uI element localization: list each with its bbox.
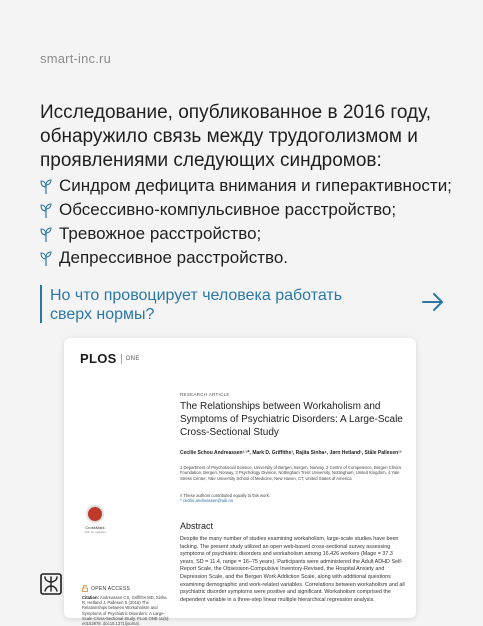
citation-label: Citation: xyxy=(82,595,99,600)
list-item-label: Обсессивно-компульсивное расстройство; xyxy=(59,200,397,219)
abstract-text: Despite the many number of studies examining workaholism, large-scale studies have been lacking. The present study utilized an open web-based cross-sectional survey assessing symptoms of psychiatric disorders and workaholism among 16,426 workers (Mage = 37.3 years, SD = 11.4, range = 16–75 years). Participants were administered the Adult ADHD Self-Report Scale, the Obsession-Compulsive Inventory-Revised, the Hospital Anxiety and Depression Scale, and the Bergen Work Addiction Scale, along with additional questions examining demographic and work-related variables. Correlations between workaholism and all psychiatric disorder symptoms were positive and significant. Workaholism comprised the dependent variable in a three-step linear multiple hierarchical regression analysis. xyxy=(180,536,405,603)
list-item xyxy=(40,222,470,246)
article-type: RESEARCH ARTICLE xyxy=(180,392,230,397)
citation xyxy=(82,595,170,626)
open-access-label: OPEN ACCESS xyxy=(91,585,131,592)
crossmark-badge xyxy=(82,505,108,535)
syndrome-list xyxy=(40,174,470,270)
journal-logo xyxy=(80,351,140,366)
sprout-icon xyxy=(40,250,52,266)
author-email: * cecilie.andreassen@uib.no xyxy=(180,498,234,504)
sprout-icon xyxy=(40,178,52,194)
open-access-badge xyxy=(82,585,130,592)
paper-preview xyxy=(64,338,416,626)
accent-bar xyxy=(40,285,42,323)
list-item-label: Депрессивное расстройство. xyxy=(59,248,289,267)
question-callout[interactable] xyxy=(40,286,444,322)
question-text: Но что провоцирует человека работать сверх нормы? xyxy=(50,287,343,323)
list-item-label: Синдром дефицита внимания и гиперактивности; xyxy=(59,176,452,195)
paper-notes xyxy=(180,493,404,504)
list-item xyxy=(40,198,470,222)
paper-affiliations: 1 Department of Psychosocial Science, University of Bergen, Bergen, Norway, 2 Centre of Competence, Bergen Clinics Foundation, Bergen, Norway, 3 Psychology Division, Nottingham Trent University, Nottingham, United Kingdom, 4 Yale Stress Center, Yale University School of Medicine, New Haven, CT, United States of America xyxy=(180,465,402,481)
list-item-label: Тревожное расстройство; xyxy=(59,224,262,243)
sprout-icon xyxy=(40,202,52,218)
list-item xyxy=(40,174,470,198)
arrow-right-icon[interactable] xyxy=(422,292,444,312)
sprout-icon xyxy=(40,226,52,242)
crossmark-label: CrossMark click for updates xyxy=(84,525,106,534)
open-lock-icon xyxy=(82,585,88,592)
site-url[interactable]: smart-inc.ru xyxy=(40,51,112,66)
paper-authors: Cecilie Schou Andreassen¹·²*, Mark D. Griffiths³, Rajita Sinha⁴, Jørn Hetland¹, Ståle Pallesen¹² xyxy=(180,450,402,456)
crossmark-icon xyxy=(86,505,104,523)
journal-name: PLOS xyxy=(80,351,117,366)
paper-title: The Relationships between Workaholism and Symptoms of Psychiatric Disorders: A Large-Scale Cross-Sectional Study xyxy=(180,401,403,438)
abstract-heading: Abstract xyxy=(180,521,214,531)
divider xyxy=(121,354,122,364)
brand-logo-icon xyxy=(40,573,62,595)
contrib-note: ¤ These authors contributed equally to this work. xyxy=(180,493,271,498)
page-heading: Исследование, опубликованное в 2016 году, обнаружило связь между трудоголизмом и проявлениями следующих синдромов: xyxy=(40,102,432,171)
list-item xyxy=(40,246,470,270)
journal-sub: ONE xyxy=(125,355,140,362)
citation-text: Andreassen CS, Griffiths MD, Sinha R, Hetland J, Pallesen S (2016) The Relationships between Workaholism and Symptoms of Psychiatric Disorders: A Large-Scale Cross-Sectional Study. PLoS ONE 11(5): e0152978. doi:10.1371/journal. xyxy=(82,595,170,626)
